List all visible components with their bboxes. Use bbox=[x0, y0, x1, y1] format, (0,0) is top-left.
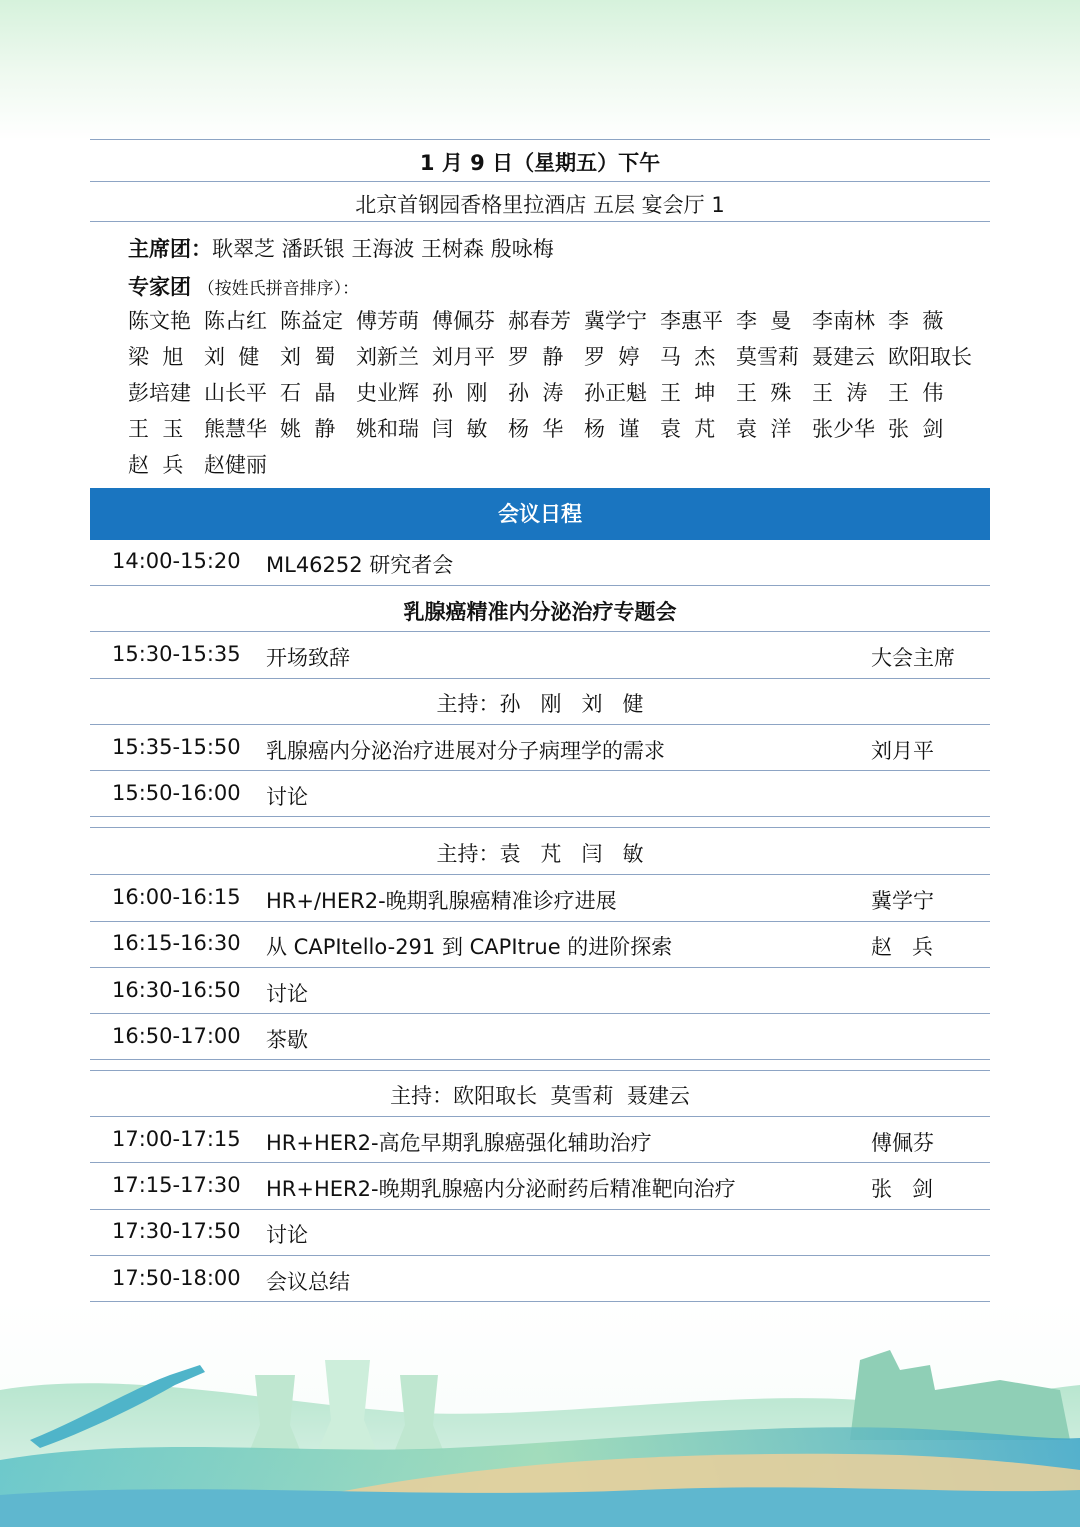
expert-name: 赵健丽 bbox=[204, 453, 267, 477]
expert-name: 王 坤 bbox=[660, 381, 716, 405]
expert-name: 史业辉 bbox=[356, 381, 419, 405]
host-line: 主持：孙 刚 刘 健 bbox=[436, 692, 644, 716]
expert-name: 袁 芃 bbox=[660, 417, 716, 441]
expert-name: 杨 华 bbox=[508, 417, 564, 441]
presidium-label: 主席团： bbox=[128, 237, 212, 261]
expert-name: 李 曼 bbox=[736, 309, 792, 333]
row-speaker: 冀学宁 bbox=[871, 889, 934, 913]
rule bbox=[90, 181, 990, 182]
agenda-banner: 会议日程 bbox=[90, 488, 990, 540]
expert-name: 王 玉 bbox=[128, 417, 184, 441]
expert-name: 熊慧华 bbox=[204, 417, 267, 441]
expert-name: 陈文艳 bbox=[128, 309, 191, 333]
expert-name: 张 剑 bbox=[888, 417, 944, 441]
rule bbox=[90, 770, 990, 771]
rule bbox=[90, 585, 990, 586]
expert-name: 李南林 bbox=[812, 309, 875, 333]
expert-name: 王 涛 bbox=[812, 381, 868, 405]
experts-label: 专家团 bbox=[128, 275, 191, 299]
expert-name: 马 杰 bbox=[660, 345, 716, 369]
rule bbox=[90, 678, 990, 679]
row-topic: ML46252 研究者会 bbox=[266, 553, 454, 577]
row-speaker: 张 剑 bbox=[871, 1177, 934, 1201]
rule bbox=[90, 1116, 990, 1117]
expert-name: 罗 婷 bbox=[584, 345, 640, 369]
rule bbox=[90, 631, 990, 632]
expert-name: 山长平 bbox=[204, 381, 267, 405]
rule bbox=[90, 921, 990, 922]
expert-name: 陈占红 bbox=[204, 309, 267, 333]
experts-list bbox=[128, 303, 972, 483]
expert-name: 张少华 bbox=[812, 417, 875, 441]
expert-name: 莫雪莉 bbox=[736, 345, 799, 369]
expert-name: 姚 静 bbox=[280, 417, 336, 441]
presidium-names: 耿翠芝 潘跃银 王海波 王树森 殷咏梅 bbox=[212, 237, 554, 261]
host-line: 主持：欧阳取长 莫雪莉 聂建云 bbox=[390, 1084, 690, 1108]
row-time: 14:00-15:20 bbox=[112, 549, 241, 573]
expert-name: 刘新兰 bbox=[356, 345, 419, 369]
row-time: 17:50-18:00 bbox=[112, 1266, 241, 1290]
host-line: 主持：袁 芃 闫 敏 bbox=[436, 842, 644, 866]
rule bbox=[90, 1059, 990, 1060]
row-topic: HR+HER2-晚期乳腺癌内分泌耐药后精准靶向治疗 bbox=[266, 1177, 736, 1201]
row-topic: 讨论 bbox=[266, 785, 308, 809]
row-time: 15:50-16:00 bbox=[112, 781, 241, 805]
expert-name: 孙 涛 bbox=[508, 381, 564, 405]
expert-name: 闫 敏 bbox=[432, 417, 488, 441]
wave-shape bbox=[0, 1487, 1080, 1527]
rule bbox=[90, 1162, 990, 1163]
row-time: 15:35-15:50 bbox=[112, 735, 241, 759]
expert-name: 欧阳取长 bbox=[888, 345, 972, 369]
rule bbox=[90, 827, 990, 828]
expert-name: 李 薇 bbox=[888, 309, 944, 333]
expert-name: 彭培建 bbox=[128, 381, 191, 405]
row-topic: HR+/HER2-晚期乳腺癌精准诊疗进展 bbox=[266, 889, 617, 913]
row-topic: 茶歇 bbox=[266, 1028, 308, 1052]
expert-name: 李惠平 bbox=[660, 309, 723, 333]
rule bbox=[90, 1301, 990, 1302]
expert-name: 王 殊 bbox=[736, 381, 792, 405]
expert-name: 梁 旭 bbox=[128, 345, 184, 369]
experts-heading bbox=[128, 271, 359, 301]
row-topic: 乳腺癌内分泌治疗进展对分子病理学的需求 bbox=[266, 739, 665, 763]
venue: 北京首钢园香格里拉酒店 五层 宴会厅 1 bbox=[355, 193, 725, 217]
session-date: 1 月 9 日（星期五）下午 bbox=[419, 151, 661, 175]
row-topic: HR+HER2-高危早期乳腺癌强化辅助治疗 bbox=[266, 1131, 652, 1155]
expert-name: 郝春芳 bbox=[508, 309, 571, 333]
row-time: 17:15-17:30 bbox=[112, 1173, 241, 1197]
row-speaker: 傅佩芬 bbox=[871, 1131, 934, 1155]
rule bbox=[90, 139, 990, 140]
expert-name: 罗 静 bbox=[508, 345, 564, 369]
rule bbox=[90, 967, 990, 968]
row-topic: 开场致辞 bbox=[266, 646, 350, 670]
row-time: 17:30-17:50 bbox=[112, 1219, 241, 1243]
row-topic: 讨论 bbox=[266, 1223, 308, 1247]
rule bbox=[90, 1070, 990, 1071]
expert-name: 傅佩芬 bbox=[432, 309, 495, 333]
rule bbox=[90, 1255, 990, 1256]
row-speaker: 大会主席 bbox=[871, 646, 955, 670]
expert-name: 赵 兵 bbox=[128, 453, 184, 477]
rule bbox=[90, 1013, 990, 1014]
expert-name: 石 晶 bbox=[280, 381, 336, 405]
decorative-landscape bbox=[0, 1330, 1080, 1527]
row-time: 16:15-16:30 bbox=[112, 931, 241, 955]
expert-name: 聂建云 bbox=[812, 345, 875, 369]
expert-name: 陈益定 bbox=[280, 309, 343, 333]
presidium bbox=[128, 233, 554, 263]
building-shape bbox=[850, 1350, 1070, 1440]
row-time: 16:00-16:15 bbox=[112, 885, 241, 909]
rule bbox=[90, 874, 990, 875]
row-topic: 从 CAPItello-291 到 CAPItrue 的进阶探索 bbox=[266, 935, 673, 959]
experts-note: （按姓氏拼音排序）： bbox=[197, 279, 360, 299]
expert-name: 傅芳萌 bbox=[356, 309, 419, 333]
expert-name: 王 伟 bbox=[888, 381, 944, 405]
row-time: 16:50-17:00 bbox=[112, 1024, 241, 1048]
row-time: 16:30-16:50 bbox=[112, 978, 241, 1002]
expert-name: 袁 洋 bbox=[736, 417, 792, 441]
expert-name: 姚和瑞 bbox=[356, 417, 419, 441]
expert-name: 刘 健 bbox=[204, 345, 260, 369]
row-speaker: 刘月平 bbox=[871, 739, 934, 763]
rule bbox=[90, 221, 990, 222]
expert-name: 刘 蜀 bbox=[280, 345, 336, 369]
row-topic: 讨论 bbox=[266, 982, 308, 1006]
expert-name: 孙正魁 bbox=[584, 381, 647, 405]
rule bbox=[90, 724, 990, 725]
expert-name: 杨 谨 bbox=[584, 417, 640, 441]
row-time: 17:00-17:15 bbox=[112, 1127, 241, 1151]
expert-name: 孙 刚 bbox=[432, 381, 488, 405]
expert-name: 冀学宁 bbox=[584, 309, 647, 333]
row-speaker: 赵 兵 bbox=[871, 935, 934, 959]
row-topic: 会议总结 bbox=[266, 1270, 350, 1294]
row-time: 15:30-15:35 bbox=[112, 642, 241, 666]
expert-name: 刘月平 bbox=[432, 345, 495, 369]
rule bbox=[90, 1209, 990, 1210]
session-title: 乳腺癌精准内分泌治疗专题会 bbox=[403, 600, 677, 624]
rule bbox=[90, 816, 990, 817]
